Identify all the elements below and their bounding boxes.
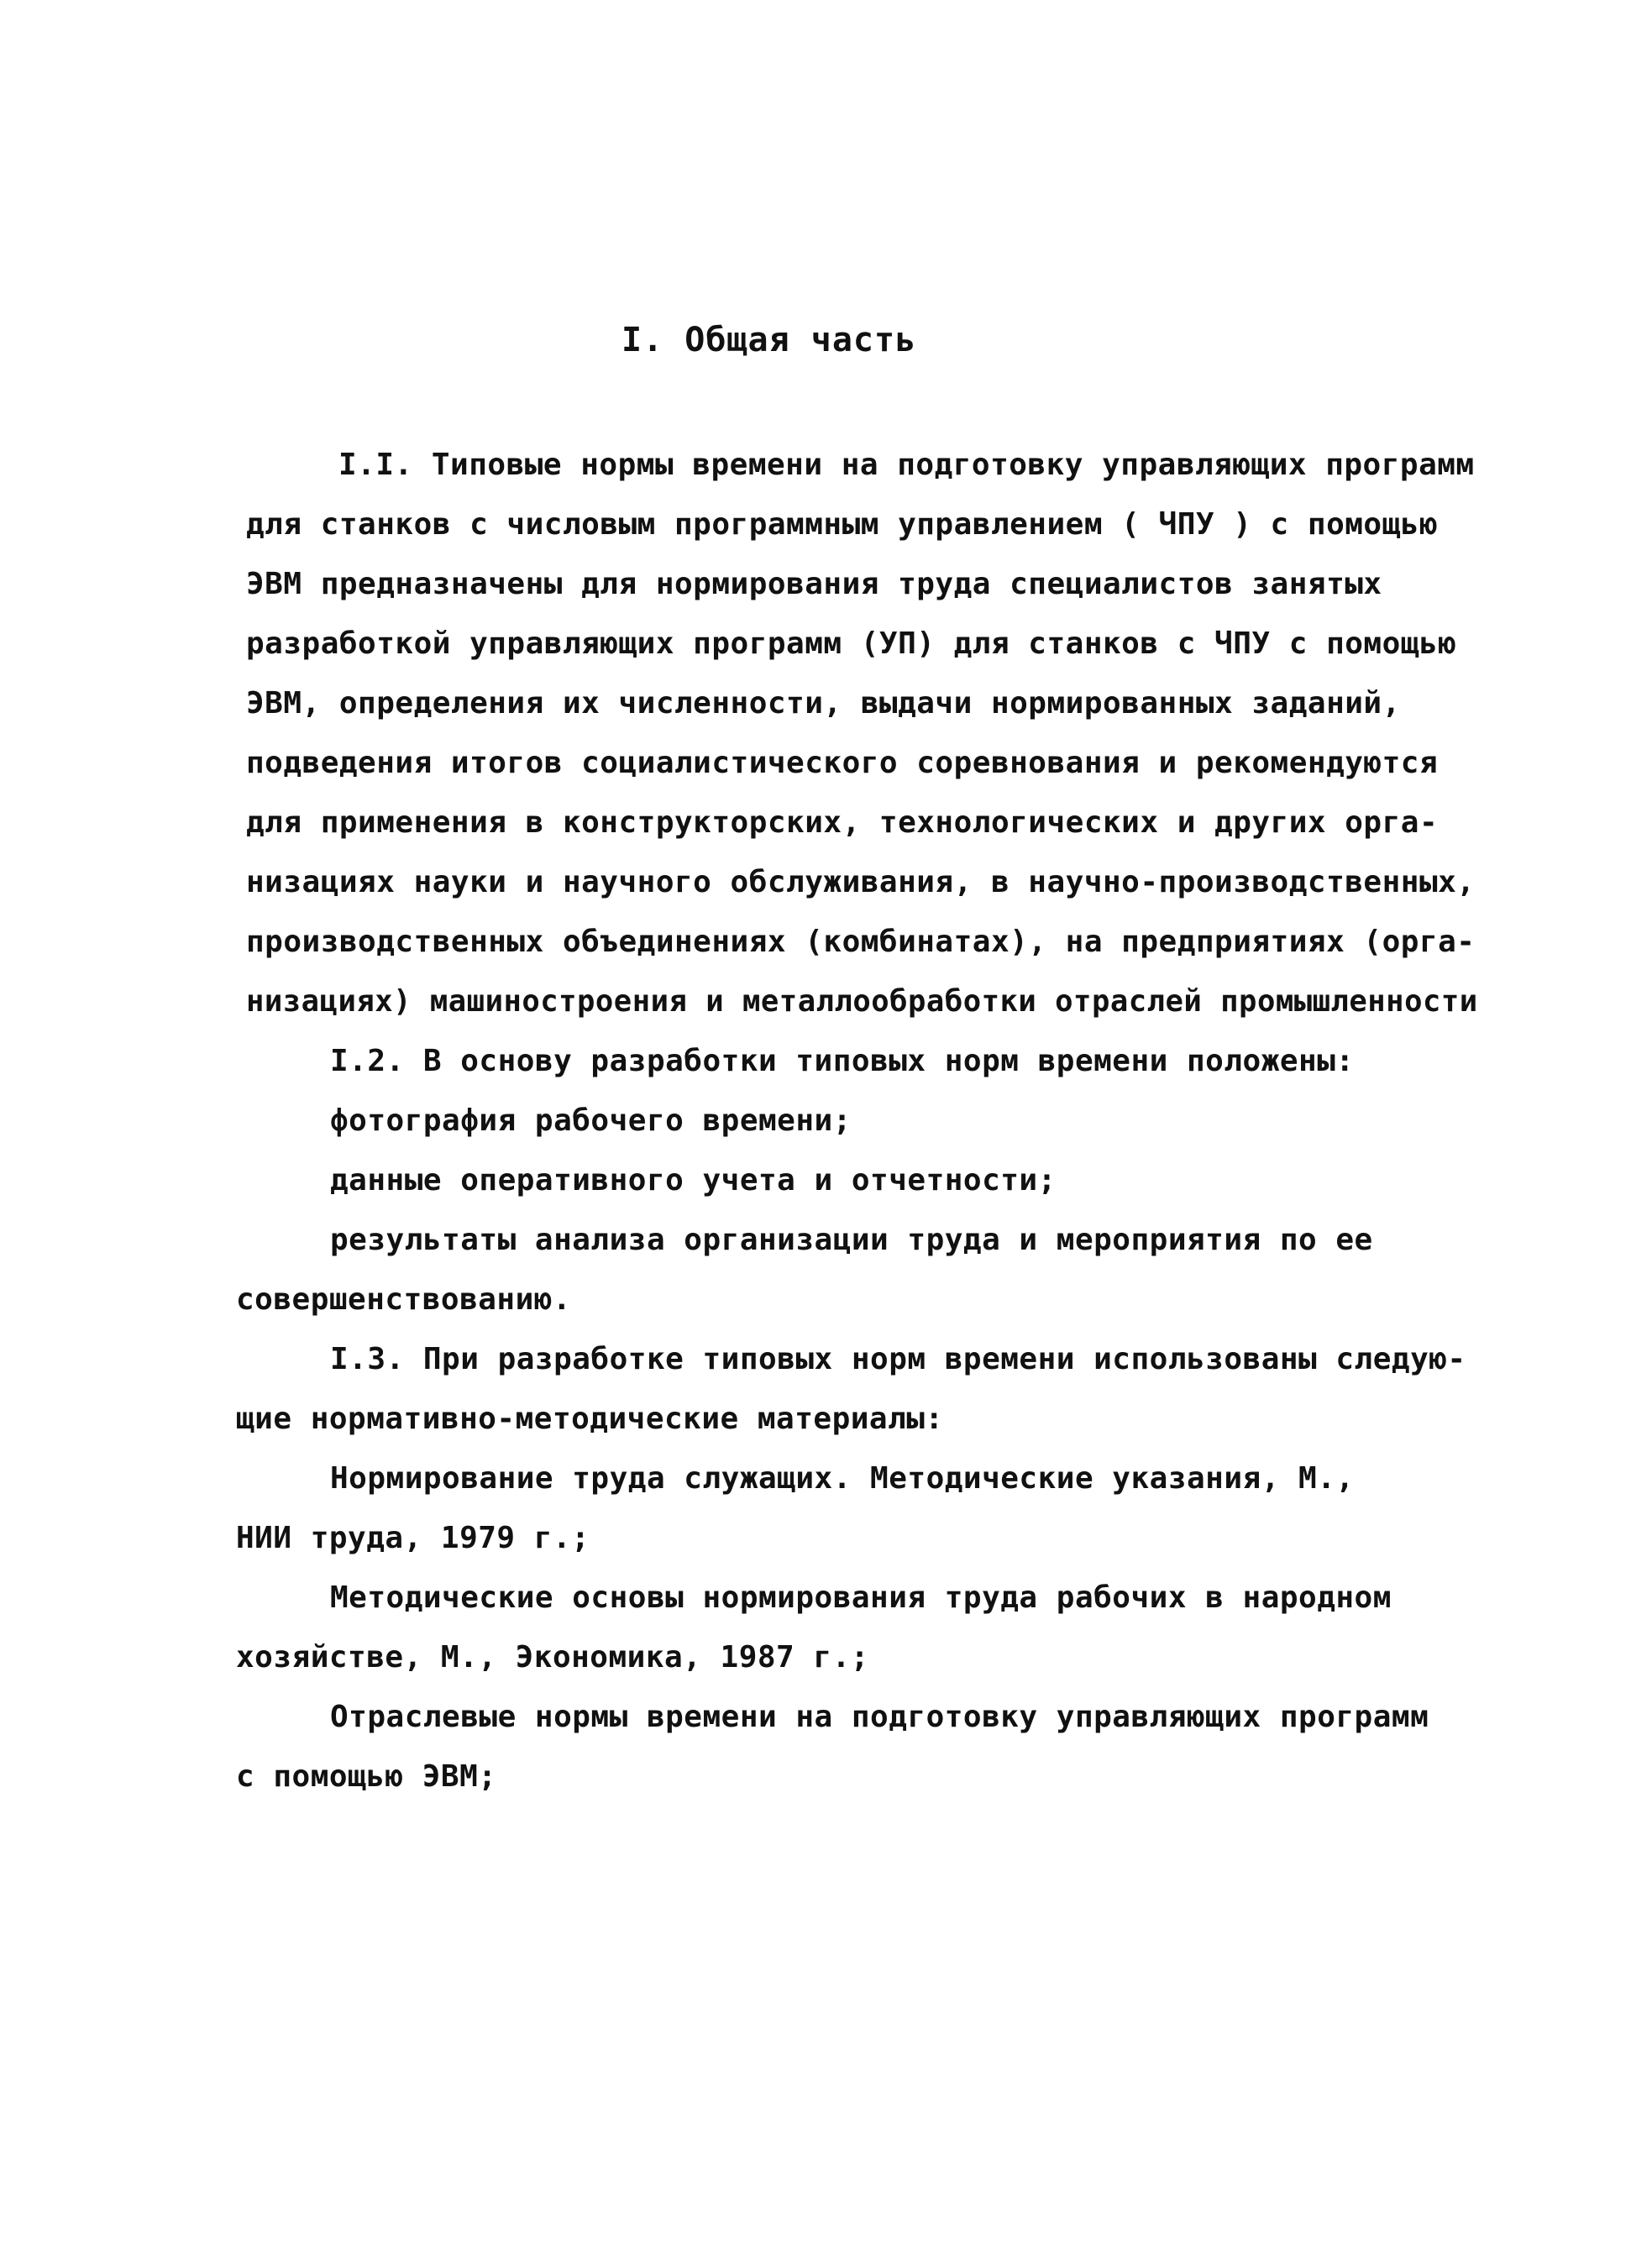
reference-1-line-1: Нормирование труда служащих. Методические указания, М., — [330, 1461, 1355, 1496]
reference-2-line-1: Методические основы нормирования труда рабочих в народном — [330, 1580, 1392, 1615]
paragraph-1-line-9: производственных объединениях (комбинатах), на предприятиях (орга- — [246, 925, 1476, 959]
paragraph-3-line-2: щие нормативно-методические материалы: — [236, 1402, 944, 1436]
paragraph-1-line-2: для станков с числовым программным управлением ( ЧПУ ) с помощью — [246, 507, 1439, 542]
paragraph-1-line-5: ЭВМ, определения их численности, выдачи нормированных заданий, — [246, 686, 1401, 721]
section-heading: I. Общая часть — [621, 321, 917, 359]
paragraph-1-line-6: подведения итогов социалистического соревнования и рекомендуются — [246, 746, 1439, 780]
paragraph-1-line-10: низациях) машиностроения и металлообработки отраслей промышленности — [246, 984, 1478, 1019]
paragraph-1-line-1: I.I. Типовые нормы времени на подготовку управляющих программ — [338, 448, 1475, 482]
paragraph-1-line-8: низациях науки и научного обслуживания, в научно-производственных, — [246, 865, 1476, 899]
reference-2-line-2: хозяйстве, М., Экономика, 1987 г.; — [236, 1640, 869, 1675]
reference-3-line-1: Отраслевые нормы времени на подготовку управляющих программ — [330, 1700, 1429, 1734]
list-item-analysis-results-cont: совершенствованию. — [236, 1282, 572, 1317]
list-item-operational-data: данные оперативного учета и отчетности; — [330, 1163, 1057, 1198]
paragraph-1-line-4: разработкой управляющих программ (УП) для станков с ЧПУ с помощью — [246, 626, 1457, 661]
list-item-analysis-results: результаты анализа организации труда и мероприятия по ее — [330, 1223, 1373, 1257]
paragraph-3-line-1: I.3. При разработке типовых норм времени использованы следую- — [330, 1342, 1466, 1376]
list-item-photography: фотография рабочего времени; — [330, 1103, 852, 1138]
reference-1-line-2: НИИ труда, 1979 г.; — [236, 1521, 590, 1555]
paragraph-1-line-7: для применения в конструкторских, технологических и других орга- — [246, 805, 1439, 840]
paragraph-1-line-3: ЭВМ предназначены для нормирования труда специалистов занятых — [246, 567, 1382, 601]
reference-3-line-2: с помощью ЭВМ; — [236, 1759, 497, 1794]
paragraph-2-line-1: I.2. В основу разработки типовых норм времени положены: — [330, 1044, 1355, 1078]
